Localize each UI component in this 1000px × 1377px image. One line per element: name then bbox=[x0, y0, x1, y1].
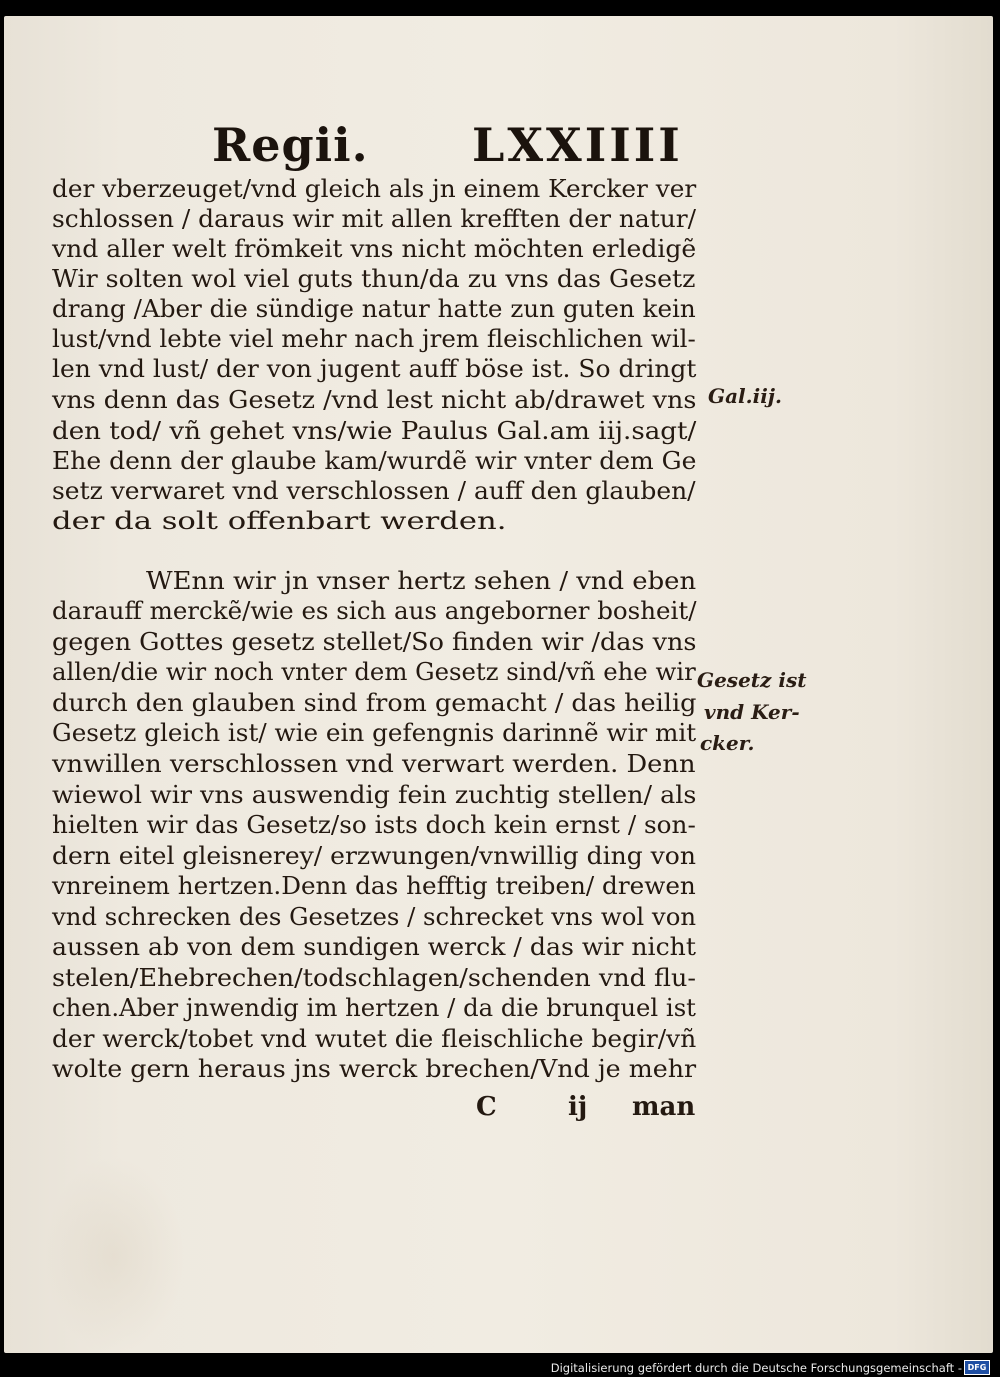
signature-number: ij bbox=[568, 1092, 588, 1122]
text-line: aussen ab von dem sundigen werck / das wir nicht bbox=[52, 932, 696, 961]
margin-note-gesetz: vnd Ker- bbox=[704, 700, 800, 724]
catchword: man bbox=[632, 1092, 696, 1122]
text-line: chen.Aber jnwendig im hertzen / da die brunquel ist bbox=[52, 993, 696, 1022]
text-line: setz verwaret vnd verschlossen / auff den glauben/ bbox=[52, 476, 696, 505]
text-line: allen/die wir noch vnter dem Gesetz sind/vñ ehe wir bbox=[52, 657, 696, 686]
text-line: vnwillen verschlossen vnd verwart werden. Denn bbox=[52, 749, 696, 778]
text-line: WEnn wir jn vnser hertz sehen / vnd eben bbox=[146, 566, 697, 595]
text-line: lust/vnd lebte viel mehr nach jrem fleischlichen wil- bbox=[52, 324, 696, 353]
margin-note-gal: Gal.iij. bbox=[708, 384, 782, 408]
text-line: wolte gern heraus jns werck brechen/Vnd je mehr bbox=[52, 1054, 697, 1083]
text-line: der vberzeuget/vnd gleich als jn einem Kercker ver bbox=[52, 174, 697, 203]
text-line: darauff merckẽ/wie es sich aus angeborner bosheit/ bbox=[52, 596, 697, 625]
text-line: der werck/tobet vnd wutet die fleischliche begir/vñ bbox=[52, 1024, 697, 1053]
folio-number: LXXIIII bbox=[472, 118, 683, 172]
text-line: Wir solten wol viel guts thun/da zu vns das Gesetz bbox=[52, 264, 696, 293]
dfg-logo: DFG bbox=[964, 1360, 990, 1375]
text-line: durch den glauben sind from gemacht / das heilig bbox=[52, 688, 697, 717]
text-line: gegen Gottes gesetz stellet/So finden wir /das vns bbox=[52, 627, 697, 656]
text-line: der da solt offenbart werden. bbox=[52, 506, 507, 535]
text-line: wiewol wir vns auswendig fein zuchtig stellen/ als bbox=[52, 780, 697, 809]
text-line: len vnd lust/ der von jugent auff böse ist. So dringt bbox=[52, 354, 697, 383]
text-line: vnd aller welt frömkeit vns nicht möchten erledigẽ bbox=[52, 234, 697, 263]
text-line: stelen/Ehebrechen/todschlagen/schenden vnd flu- bbox=[52, 963, 696, 992]
text-line: vns denn das Gesetz /vnd lest nicht ab/drawet vns bbox=[52, 385, 697, 414]
margin-note-gesetz: Gesetz ist bbox=[697, 668, 807, 692]
text-line: drang /Aber die sündige natur hatte zun guten kein bbox=[52, 294, 696, 323]
running-header-title: Regii. bbox=[212, 118, 369, 172]
text-line: schlossen / daraus wir mit allen krefften der natur/ bbox=[52, 204, 697, 233]
text-line: Ehe denn der glaube kam/wurdẽ wir vnter dem Ge bbox=[52, 446, 697, 475]
paper-stain bbox=[44, 1156, 184, 1356]
text-line: vnd schrecken des Gesetzes / schrecket vns wol von bbox=[52, 902, 697, 931]
text-line: hielten wir das Gesetz/so ists doch kein ernst / son- bbox=[52, 810, 696, 839]
text-line: dern eitel gleisnerey/ erzwungen/vnwillig ding von bbox=[52, 841, 696, 870]
text-line: vnreinem hertzen.Denn das hefftig treiben/ drewen bbox=[52, 871, 696, 900]
digitization-credit: Digitalisierung gefördert durch die Deutsche Forschungsgemeinschaft - bbox=[550, 1361, 962, 1375]
signature-mark: C bbox=[476, 1092, 497, 1122]
text-line: den tod/ vñ gehet vns/wie Paulus Gal.am iij.sagt/ bbox=[52, 416, 697, 445]
margin-note-gesetz: cker. bbox=[700, 731, 755, 755]
text-line: Gesetz gleich ist/ wie ein gefengnis darinnẽ wir mit bbox=[52, 718, 697, 747]
